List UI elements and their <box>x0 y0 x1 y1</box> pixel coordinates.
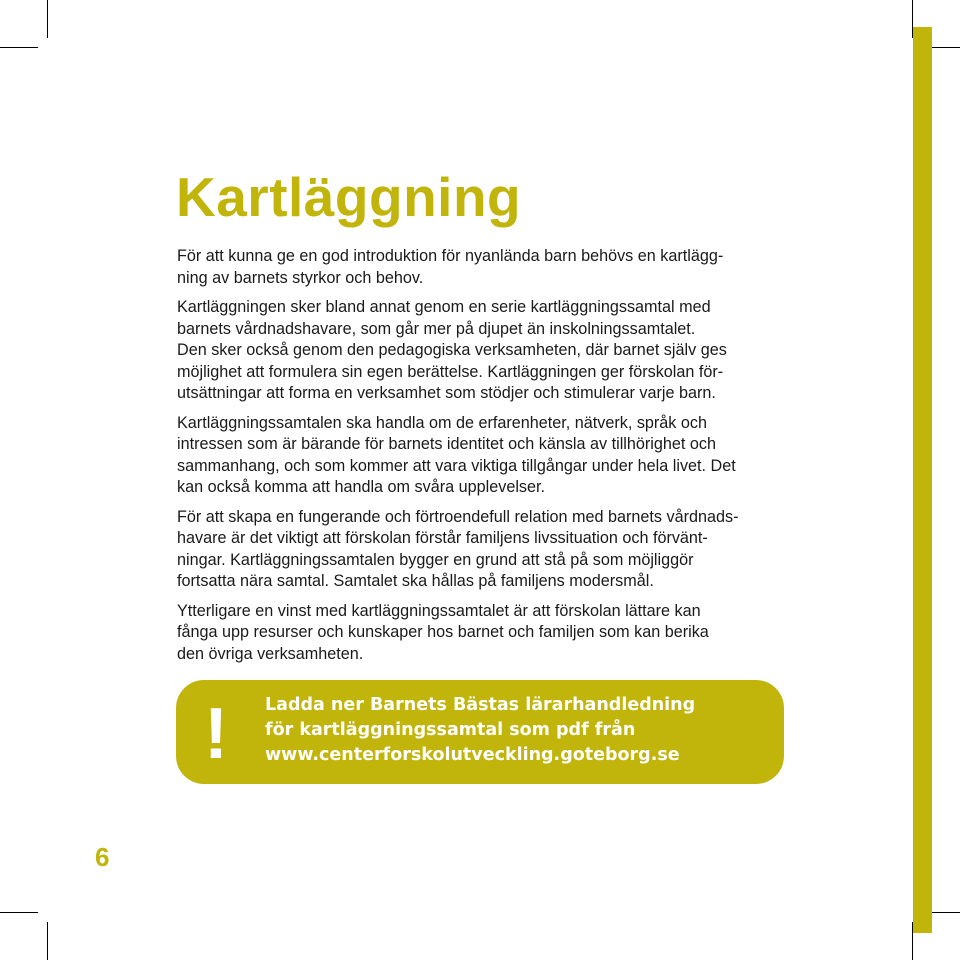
text-line: fånga upp resurser och kunskaper hos barnet och familjen som kan berika <box>177 623 709 641</box>
callout-line: för kartläggningssamtal som pdf från <box>265 720 636 740</box>
text-line: barnets vårdnadshavare, som går mer på djupet än inskolningssamtalet. <box>177 319 696 338</box>
text-line: För att kunna ge en god introduktion för nyanlända barn behövs en kartlägg- <box>177 247 724 265</box>
crop-mark-bottom-left-h <box>0 912 38 913</box>
text-line: För att skapa en fungerande och förtroendefull relation med barnets vårdnads- <box>177 507 739 526</box>
text-line: Kartläggningen sker bland annat genom en serie kartläggningssamtal med <box>177 298 711 316</box>
page-number: 6 <box>95 842 110 872</box>
text-line: intressen som är bärande för barnets identitet och känsla av tillhörighet och <box>177 435 716 453</box>
text-line: ningar. Kartläggningssamtalen bygger en grund att stå på som möjliggör <box>177 550 694 569</box>
callout-text <box>265 693 695 768</box>
text-line: möjlighet att formulera sin egen berättelse. Kartläggningen ger förskolan för- <box>177 362 724 381</box>
text-line: ning av barnets styrkor och behov. <box>177 268 424 287</box>
crop-mark-bottom-left <box>47 922 48 960</box>
text-line: utsättningar att forma en verksamhet som stödjer och stimulerar varje barn. <box>177 384 716 402</box>
paragraph-content <box>177 413 817 499</box>
text-line: fortsatta nära samtal. Samtalet ska hållas på familjens modersmål. <box>177 572 654 590</box>
crop-mark-top-left <box>47 0 48 38</box>
text-line: den övriga verksamheten. <box>177 644 364 663</box>
paragraph-relation <box>177 507 817 593</box>
text-line: sammanhang, och som kommer att vara viktiga tillgångar under hela livet. Det <box>177 456 736 475</box>
paragraph-method <box>177 297 817 405</box>
paragraph-benefit <box>177 601 817 666</box>
text-line: Den sker också genom den pedagogiska verksamheten, där barnet själv ges <box>177 341 727 359</box>
callout-link[interactable]: www.centerforskolutveckling.goteborg.se <box>265 745 680 765</box>
side-accent-bar <box>913 27 932 933</box>
download-callout <box>176 680 784 784</box>
page-title: Kartläggning <box>176 166 522 228</box>
text-line: havare är det viktigt att förskolan förstår familjens livssituation och förvänt- <box>177 529 708 547</box>
crop-mark-top-left-h <box>0 47 38 48</box>
exclamation-icon: ! <box>204 694 228 774</box>
text-line: Kartläggningssamtalen ska handla om de erfarenheter, nätverk, språk och <box>177 413 707 432</box>
paragraph-intro <box>177 246 817 289</box>
text-line: kan också komma att handla om svåra upplevelser. <box>177 478 546 496</box>
text-line: Ytterligare en vinst med kartläggningssamtalet är att förskolan lättare kan <box>177 601 701 620</box>
body-text <box>177 246 817 665</box>
callout-line: Ladda ner Barnets Bästas lärarhandledning <box>265 695 696 715</box>
